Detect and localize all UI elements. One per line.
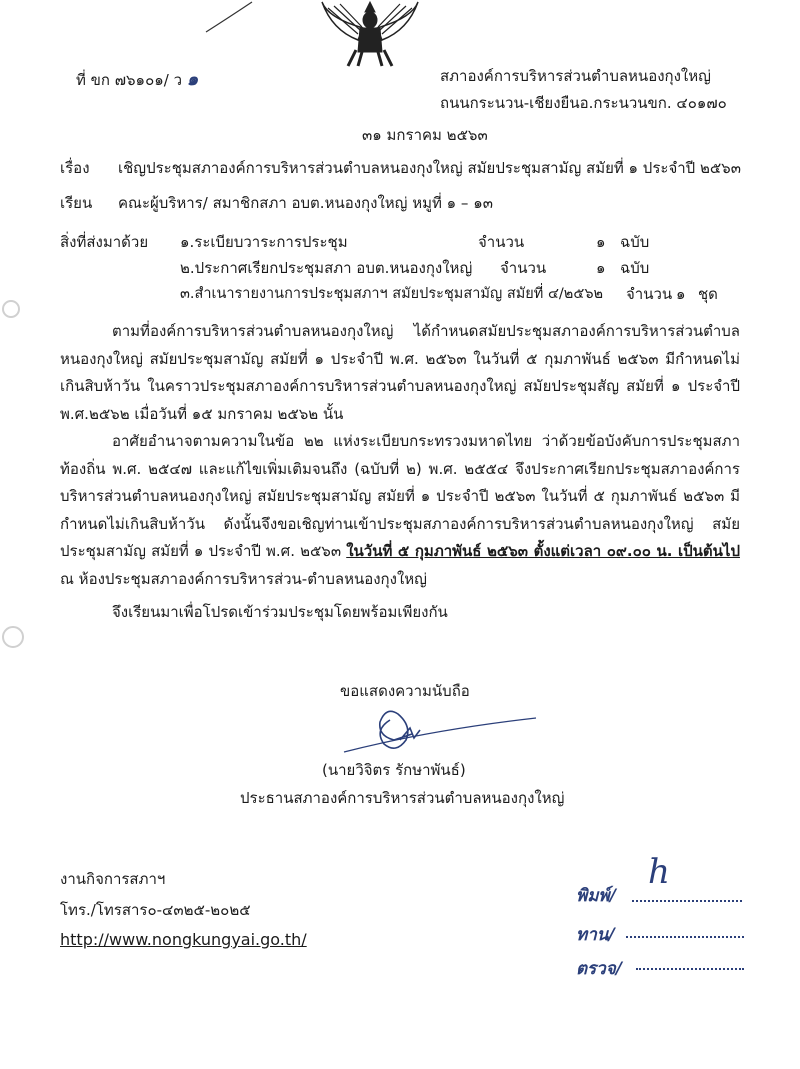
verify-line — [636, 968, 744, 970]
enclosure-qty-label-3: จำนวน — [626, 285, 673, 303]
doc-number-handwritten: ๑ — [186, 69, 199, 90]
website-link[interactable]: http://www.nongkungyai.go.th/ — [60, 930, 307, 949]
enclosure-unit-3: ชุด — [698, 285, 718, 303]
pen-stroke — [200, 0, 260, 40]
footer-phone: โทร./โทรสาร๐-๔๓๒๕-๒๐๒๕ — [60, 901, 251, 919]
issuer-line-2: ถนนกระนวน-เชียงยืนอ.กระนวนขก. ๔๐๑๗๐ — [440, 94, 727, 112]
meeting-venue: ณ ห้องประชุมสภาองค์การบริหารส่วน-ตำบลหนองกุงใหญ่ — [60, 569, 427, 588]
to-text: คณะผู้บริหาร/ สมาชิกสภา อบต.หนองกุงใหญ่ หมูที่ ๑ – ๑๓ — [118, 194, 493, 212]
doc-number: ที่ ขก ๗๖๑๐๑/ ว ๑ — [76, 69, 199, 90]
enclosure-item-1: ๑.ระเบียบวาระการประชุม — [180, 233, 348, 251]
signature — [340, 700, 540, 760]
subject-text: เชิญประชุมสภาองค์การบริหารส่วนตำบลหนองกุงใหญ่ สมัยประชุมสามัญ สมัยที่ ๑ ประจำปี ๒๕๖๓ — [118, 159, 741, 177]
verify-label: ตรวจ/ — [576, 959, 622, 979]
body-paragraph-2-text: อาศัยอำนาจตามความในข้อ ๒๒ แห่งระเบียบกระทรวงมหาดไทย ว่าด้วยข้อบังคับการประชุมสภาท้องถิ่น พ.ศ. ๒๕๔๗ และแก้ไขเพิ่มเติมจนถึง (ฉบับที่ ๒) พ.ศ. ๒๕๕๔ จึงประกาศเรียกประชุมสภาองค์การบริหารส่วนตำบลหนองกุงใหญ่ สมัยประชุมสามัญ สมัยที่ ๑ ประจำปี ๒๕๖๓ ในวันที่ ๕ กุมภาพันธ์ ๒๕๖๓ มีกำหนดไม่เกินสิบห้าวัน ดังนั้นจึงขอเชิญท่านเข้าประชุมสภาองค์การบริหารส่วนตำบลหนองกุงใหญ่ สมัยประชุมสามัญ สมัยที่ ๑ ประจำปี พ.ศ. ๒๕๖๓ — [60, 432, 740, 560]
print-initial: h — [648, 852, 670, 892]
print-label: พิมพ์/ — [576, 886, 616, 906]
enclosure-unit-1: ฉบับ — [620, 233, 650, 251]
signer-name: (นายวิจิตร รักษาพันธ์) — [322, 761, 466, 779]
subject-label: เรื่อง — [60, 159, 90, 177]
enclosure-qty-3: ๑ — [676, 285, 686, 303]
enclosure-qty-label-2: จำนวน — [500, 259, 547, 277]
signer-title: ประธานสภาองค์การบริหารส่วนตำบลหนองกุงใหญ่ — [240, 789, 565, 807]
enclosures-label: สิ่งที่ส่งมาด้วย — [60, 233, 149, 251]
enclosure-item-3: ๓.สำเนารายงานการประชุมสภาฯ สมัยประชุมสามัญ สมัยที่ ๔/๒๕๖๒ — [180, 286, 604, 302]
body-paragraph-3: จึงเรียนมาเพื่อโปรดเข้าร่วมประชุมโดยพร้อมเพียงกัน — [112, 603, 448, 621]
punch-hole-top — [2, 300, 20, 318]
enclosure-qty-1: ๑ — [596, 233, 606, 251]
enclosure-qty-2: ๑ — [596, 259, 606, 277]
footer-unit: งานกิจการสภาฯ — [60, 870, 166, 888]
enclosure-item-2: ๒.ประกาศเรียกประชุมสภา อบต.หนองกุงใหญ่ — [180, 259, 473, 277]
meeting-datetime: ในวันที่ ๕ กุมภาพันธ์ ๒๕๖๓ ตั้งแต่เวลา ๐๙.๐๐ น. เป็นต้นไป — [346, 542, 740, 560]
body-paragraph-2 — [60, 428, 740, 593]
enclosure-qty-label-1: จำนวน — [478, 233, 525, 251]
punch-hole-bottom — [2, 626, 24, 648]
closing: ขอแสดงความนับถือ — [340, 682, 470, 700]
body-paragraph-1: ตามที่องค์การบริหารส่วนตำบลหนองกุงใหญ่ ได้กำหนดสมัยประชุมสภาองค์การบริหารส่วนตำบลหนองกุงใหญ่ สมัยประชุมสามัญ สมัยที่ ๑ ประจำปี พ.ศ. ๒๕๖๓ ในวันที่ ๕ กุมภาพันธ์ ๒๕๖๓ มีกำหนดไม่เกินสิบห้าวัน ในคราวประชุมสภาองค์การบริหารส่วนตำบลหนองกุงใหญ่ สมัยประชุมสัญ สมัยที่ ๑ ประจำปี พ.ศ.๒๕๖๒ เมื่อวันที่ ๑๕ มกราคม ๒๕๖๒ นั้น — [60, 322, 740, 423]
check-label: ทาน/ — [576, 925, 615, 945]
check-line — [626, 936, 744, 938]
date: ๓๑ มกราคม ๒๕๖๓ — [362, 126, 488, 144]
print-line — [632, 900, 742, 902]
issuer-line-1: สภาองค์การบริหารส่วนตำบลหนองกุงใหญ่ — [440, 67, 711, 85]
enclosure-unit-2: ฉบับ — [620, 259, 650, 277]
garuda-emblem — [318, 0, 422, 68]
to-label: เรียน — [60, 194, 93, 212]
